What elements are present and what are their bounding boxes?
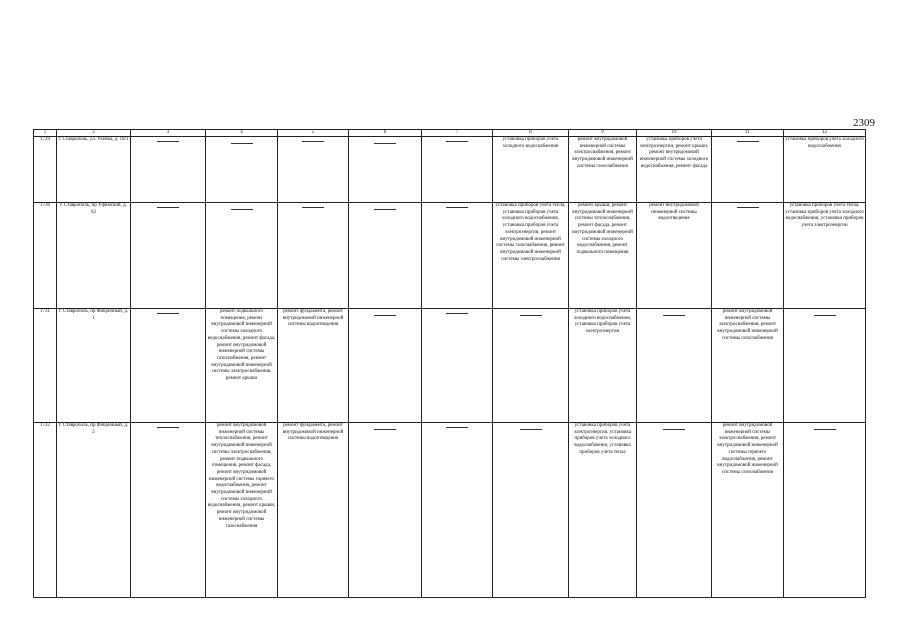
dash-mark: [374, 143, 396, 144]
dash-mark: [446, 207, 468, 208]
work-cell: ремонт фундамента, ремонт внутридомовой инженерной системы водоотведения: [278, 309, 349, 423]
table-body: [34, 137, 866, 598]
work-cell: ремонт подвального помещения, ремонт внутридомовой инженерной системы холодного водоснабжения, ремонт фасада, ремонт внутридомовой инженерной системы газоснабжения, ремонт внутридомовой инженерной системы электроснабжения, ремонт крыши: [206, 309, 278, 423]
page-number: 2309: [853, 117, 875, 129]
empty-cell: [637, 309, 712, 423]
empty-cell: [131, 309, 206, 423]
column-header: 10: [637, 130, 712, 137]
dash-mark: [446, 141, 468, 142]
dash-mark: [374, 429, 396, 430]
empty-cell: [206, 203, 278, 309]
dash-mark: [374, 209, 396, 210]
row-number: 1729: [34, 137, 57, 203]
empty-cell: [278, 137, 349, 203]
work-cell: установка приборов учета электроэнергии, ремонт крыши, ремонт внутридомовой инженерной системы холодного водоснабжения, ремонт фасада: [637, 137, 712, 203]
empty-cell: [493, 423, 569, 598]
row-number: 1732: [34, 423, 57, 598]
dash-mark: [374, 315, 396, 316]
column-header: 3: [131, 130, 206, 137]
work-cell: установка приборов учета холодного водоснабжения, установка приборов учета электроэнергии: [569, 309, 637, 423]
empty-cell: [206, 137, 278, 203]
empty-cell: [712, 137, 784, 203]
column-header: 6: [349, 130, 422, 137]
empty-cell: [784, 309, 866, 423]
dash-mark: [814, 429, 836, 430]
empty-cell: [422, 203, 493, 309]
empty-cell: [784, 423, 866, 598]
dash-mark: [302, 207, 324, 208]
dash-mark: [520, 315, 542, 316]
empty-cell: [131, 203, 206, 309]
empty-cell: [349, 423, 422, 598]
table-row: [34, 309, 866, 423]
work-cell: ремонт внутридомовой инженерной системы электроснабжения, ремонт внутридомовой инженерной системы газоснабжения: [712, 309, 784, 423]
work-cell: ремонт фундамента, ремонт внутридомовой инженерной системы водоотведения: [278, 423, 349, 598]
dash-mark: [814, 315, 836, 316]
dash-mark: [302, 141, 324, 142]
column-header: 2: [57, 130, 131, 137]
empty-cell: [422, 423, 493, 598]
dash-mark: [737, 141, 759, 142]
row-number: 1731: [34, 309, 57, 423]
row-address: г. Ставрополь, пр Фабричный, д. 1: [57, 309, 131, 423]
row-address: г. Ставрополь, пр Фабричный, д. 2: [57, 423, 131, 598]
empty-cell: [349, 203, 422, 309]
dash-mark: [446, 313, 468, 314]
dash-mark: [520, 429, 542, 430]
work-cell: ремонт внутридомовой инженерной системы водоотведения: [637, 203, 712, 309]
column-header: 5: [278, 130, 349, 137]
table-row: [34, 203, 866, 309]
row-address: г. Ставрополь, пр Уфимский, д. 62: [57, 203, 131, 309]
work-cell: установка приборов учета электроэнергии, установка приборов учета холодного водоснабжения, установка приборов учета тепла: [569, 423, 637, 598]
work-cell: ремонт крыши, ремонт внутридомовой инженерной системы теплоснабжения, ремонт фасада, ремонт внутридомовой инженерной системы холодного водоснабжения, ремонт подвального помещения: [569, 203, 637, 309]
row-address: г. Ставрополь, ул. Ухенка, д. 18/1: [57, 137, 131, 203]
table-row: [34, 423, 866, 598]
empty-cell: [131, 423, 206, 598]
column-number-row: [34, 130, 866, 137]
empty-cell: [422, 309, 493, 423]
empty-cell: [349, 137, 422, 203]
dash-mark: [737, 207, 759, 208]
work-cell: ремонт внутридомовой инженерной системы теплоснабжения, ремонт внутридомовой инженерной системы электроснабжения, ремонт подвального помещения, ремонт фасада, ремонт внутридомовой инженерной системы горячего водоснабжения, ремонт внутридомовой инженерной системы холодного водоснабжения, ремонт крыши, ремонт внутридомовой инженерной системы газоснабжения: [206, 423, 278, 598]
dash-mark: [663, 315, 685, 316]
work-cell: установка приборов учета холодного водоснабжения: [493, 137, 569, 203]
work-cell: установка приборов учета тепла, установка приборов учета холодного водоснабжения, установка приборов учета электроэнергии: [784, 203, 866, 309]
column-header: 1: [34, 130, 57, 137]
dash-mark: [157, 141, 179, 142]
column-header: 7: [422, 130, 493, 137]
column-header: 8: [493, 130, 569, 137]
dash-mark: [157, 207, 179, 208]
dash-mark: [231, 209, 253, 210]
dash-mark: [231, 143, 253, 144]
dash-mark: [663, 429, 685, 430]
empty-cell: [493, 309, 569, 423]
dash-mark: [157, 427, 179, 428]
empty-cell: [712, 203, 784, 309]
empty-cell: [422, 137, 493, 203]
empty-cell: [349, 309, 422, 423]
work-cell: ремонт внутридомовой инженерной системы электроснабжения, ремонт внутридомовой инженерной системы горячего водоснабжения, ремонт внутридомовой инженерной системы газоснабжения: [712, 423, 784, 598]
work-cell: ремонт внутридомовой инженерной системы электроснабжения, ремонт внутридомовой инженерной системы газоснабжения: [569, 137, 637, 203]
work-cell: установка приборов учета тепла, установка приборов учета холодного водоснабжения, установка приборов учета электроэнергии, ремонт внутридомовой инженерной системы газоснабжения, ремонт внутридомовой инженерной системы электроснабжения: [493, 203, 569, 309]
empty-cell: [278, 203, 349, 309]
column-header: 12: [784, 130, 866, 137]
column-header: 11: [712, 130, 784, 137]
table-row: [34, 137, 866, 203]
empty-cell: [131, 137, 206, 203]
program-table: [33, 129, 866, 598]
dash-mark: [446, 427, 468, 428]
column-header: 4: [206, 130, 278, 137]
dash-mark: [157, 313, 179, 314]
work-cell: установка приборов учета холодного водоснабжения: [784, 137, 866, 203]
empty-cell: [637, 423, 712, 598]
column-header: 9: [569, 130, 637, 137]
row-number: 1730: [34, 203, 57, 309]
